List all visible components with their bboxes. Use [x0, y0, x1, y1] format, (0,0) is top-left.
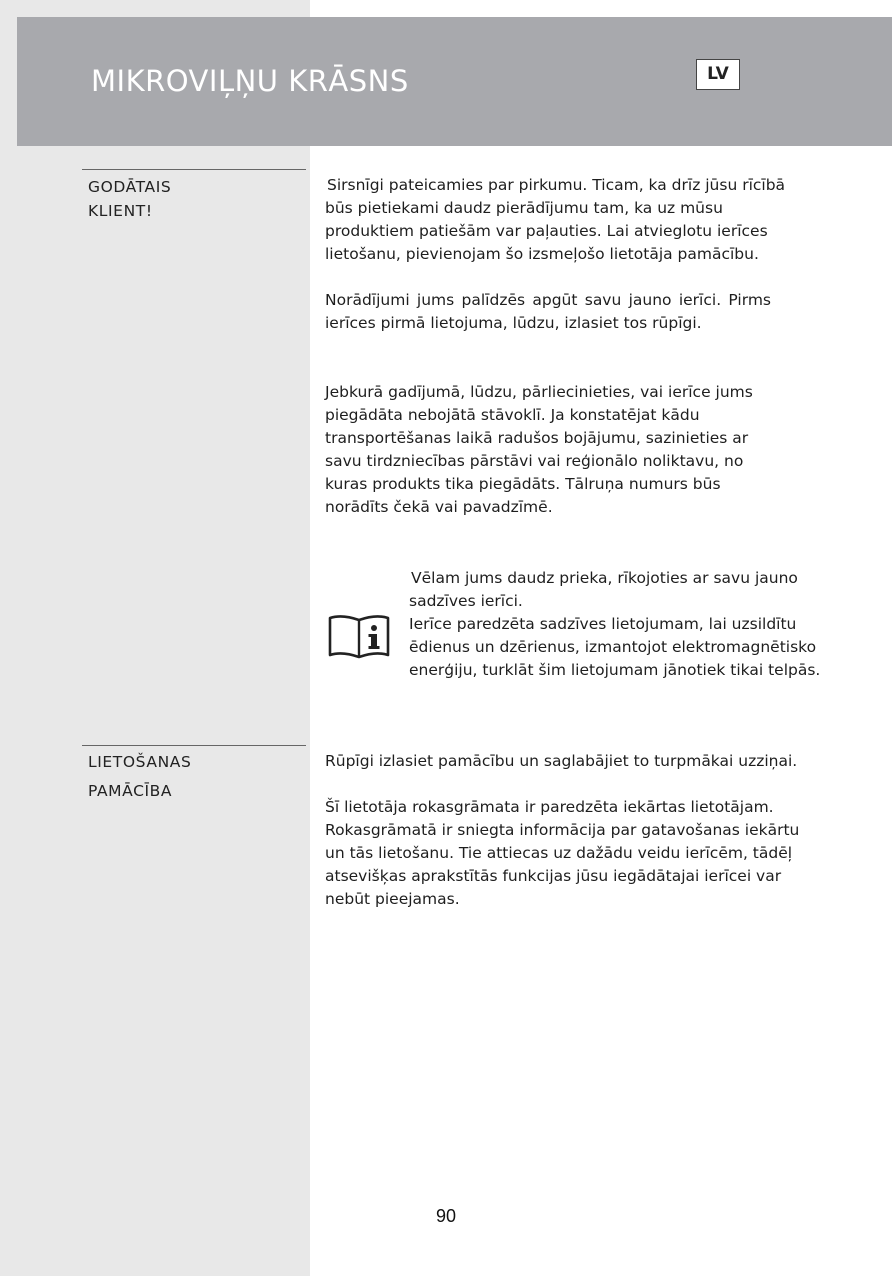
page-title: MIKROVIĻŅU KRĀSNS — [91, 64, 409, 98]
delivery-paragraph: Jebkurā gadījumā, lūdzu, pārliecinieties, vai ierīce jums piegādāta nebojātā stāvoklī. Ja konstatējat kādu transportēšanas laikā radušos bojājumu, sazinieties ar savu tirdzniecības pārstāvi vai reģionālo noliktavu, no kuras produkts tika piegādāts. Tālruņa numurs būs norādīts čekā vai pavadzīmē. — [325, 383, 753, 516]
section-label-line: GODĀTAIS — [88, 178, 172, 196]
section-divider-greeting — [82, 169, 306, 170]
info-book-icon — [328, 612, 390, 660]
page-number: 90 — [435, 1206, 457, 1226]
intro-paragraph: Sirsnīgi pateicamies par pirkumu. Ticam, ka drīz jūsu rīcībā būs pietiekami daudz pierādījumu tam, ka uz mūsu produktiem patiešām var paļauties. Lai atvieglotu ierīces lietošanu, pievienojam šo izsmeļošo lietotāja pamācību. — [325, 176, 786, 263]
info-note-line1: Vēlam jums daudz prieka, rīkojoties ar savu jauno sadzīves ierīci. — [409, 569, 798, 610]
section-divider-manual — [82, 745, 306, 746]
instructions-paragraph: Norādījumi jums palīdzēs apgūt savu jauno ierīci. Pirms ierīces pirmā lietojuma, lūdzu, izlasiet tos rūpīgi. — [325, 291, 771, 332]
section-label-line: PAMĀCĪBA — [88, 782, 173, 800]
section-label-line: LIETOŠANAS — [88, 753, 192, 771]
manual-scope-paragraph: Šī lietotāja rokasgrāmata ir paredzēta iekārtas lietotājam. Rokasgrāmatā ir sniegta informācija par gatavošanas iekārtu un tās lietošanu. Tie attiecas uz dažādu veidu ierīcēm, tādēļ atsevišķas aprakstītās funkcijas jūsu iegādātajai ierīcei var nebūt pieejamas. — [325, 798, 800, 908]
info-note — [409, 567, 839, 682]
section-label-line: KLIENT! — [88, 202, 153, 220]
section-label-manual — [88, 748, 191, 806]
language-badge: LV — [696, 59, 740, 90]
section-label-greeting — [88, 175, 171, 223]
info-note-line2: Ierīce paredzēta sadzīves lietojumam, lai uzsildītu ēdienus un dzērienus, izmantojot elektromagnētisko enerģiju, turklāt šim lietojumam jānotiek tikai telpās. — [409, 615, 821, 679]
keep-manual-paragraph: Rūpīgi izlasiet pamācību un saglabājiet to turpmākai uzziņai. — [325, 752, 798, 770]
